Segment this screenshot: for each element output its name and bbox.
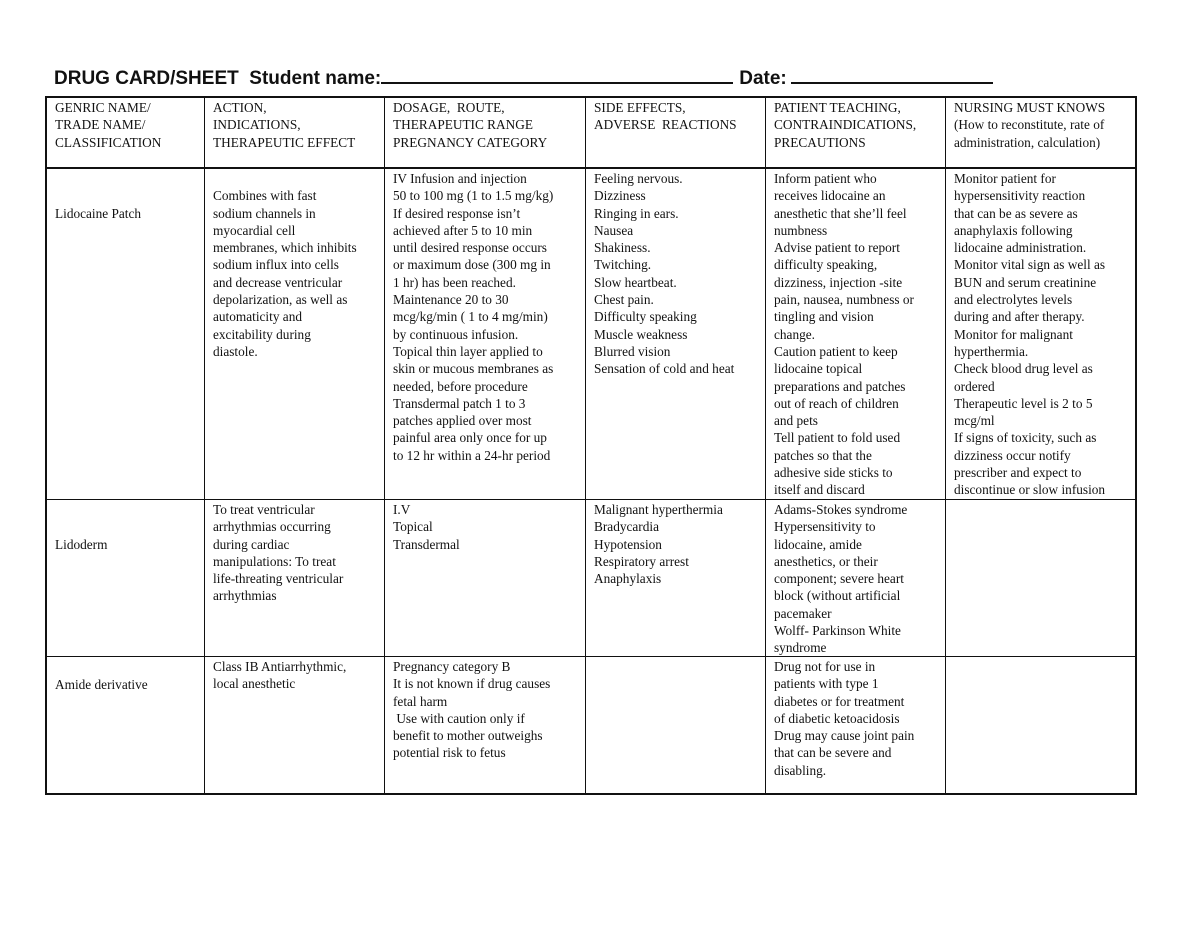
cell-side-effects: Malignant hyperthermia Bradycardia Hypotension Respiratory arrest Anaphylaxis [594,502,723,587]
header-action: ACTION, INDICATIONS, THERAPEUTIC EFFECT [213,100,356,150]
header-generic-name: GENRIC NAME/ TRADE NAME/ CLASSIFICATION [55,100,162,150]
cell-dosage: IV Infusion and injection 50 to 100 mg (1 to 1.5 mg/kg) If desired response isn’t achieved after 5 to 10 min until desired response occurs or maximum dose (300 mg in 1 hr) has been reached. Maintenance 20 to 30 mcg/kg/min ( 1 to 4 mg/min) by continuous infusion. Topical thin layer applied to skin or mucous membranes as needed, before procedure Transdermal patch 1 to 3 patches applied over most painful area only once for up to 12 hr within a 24-hr period [393,171,554,463]
header-side-effects: SIDE EFFECTS, ADVERSE REACTIONS [594,100,737,133]
header-nursing: NURSING MUST KNOWS (How to reconstitute, rate of administration, calculation) [954,100,1106,150]
cell-dosage: Pregnancy category B It is not known if drug causes fetal harm Use with caution only if benefit to mother outweighs potential risk to fetus [393,659,551,761]
student-name-blank [381,64,733,84]
cell-nursing: Monitor patient for hypersensitivity reaction that can be as severe as anaphylaxis following lidocaine administration. Monitor vital sign as well as BUN and serum creatinine and electrolytes levels during and after therapy. Monitor for malignant hyperthermia. Check blood drug level as ordered Therapeutic level is 2 to 5 mcg/ml If signs of toxicity, such as dizziness occur notify prescriber and expect to discontinue or slow infusion [954,171,1106,498]
cell-generic-name [47,169,204,257]
cell-patient-teaching: Adams-Stokes syndrome Hypersensitivity to lidocaine, amide anesthetics, or their component; severe heart block (without artificial pacemaker Wolff- Parkinson White syndrome [774,502,908,656]
cell-nursing [946,500,1137,656]
sheet-title: DRUG CARD/SHEET [54,68,239,89]
date-label: Date: [739,68,787,89]
cell-side-effects: Feeling nervous. Dizziness Ringing in ears. Nausea Shakiness. Twitching. Slow heartbeat. Chest pain. Difficulty speaking Muscle weakness Blurred vision Sensation of cold and heat [594,171,735,377]
header-patient-teaching: PATIENT TEACHING, CONTRAINDICATIONS, PRECAUTIONS [774,100,917,150]
page-title [54,64,1054,92]
cell-nursing [946,657,1137,793]
cell-classification [47,657,204,711]
cell-action: Combines with fast sodium channels in myocardial cell membranes, which inhibits sodium influx into cells and decrease ventricular depolarization, as well as automaticity and excitability during diastole. [213,188,357,359]
classification-text: Amide derivative [55,676,148,692]
student-name-label: Student name: [249,68,382,89]
drug-table [45,96,1137,795]
cell-action: Class IB Antiarrhythmic, local anesthetic [213,659,347,692]
trade-name-text: Lidoderm [55,536,108,552]
cell-dosage: I.V Topical Transdermal [393,502,460,552]
date-blank [791,64,993,84]
cell-patient-teaching: Inform patient who receives lidocaine an anesthetic that she’ll feel numbness Advise patient to report difficulty speaking, dizziness, injection -site pain, nausea, numbness or tingling and vision change. Caution patient to keep lidocaine topical preparations and patches out of reach of children and pets Tell patient to fold used patches so that the adhesive side sticks to itself and discard [774,171,914,498]
cell-patient-teaching: Drug not for use in patients with type 1 diabetes or for treatment of diabetic ketoacidosis Drug may cause joint pain that can be severe and disabling. [774,659,915,778]
cell-trade-name [47,500,204,588]
header-dosage: DOSAGE, ROUTE, THERAPEUTIC RANGE PREGNANCY CATEGORY [393,100,548,150]
cell-side-effects [586,657,765,793]
cell-action: To treat ventricular arrhythmias occurring during cardiac manipulations: To treat life-threating ventricular arrhythmias [213,502,344,604]
generic-name-text: Lidocaine Patch [55,205,142,221]
